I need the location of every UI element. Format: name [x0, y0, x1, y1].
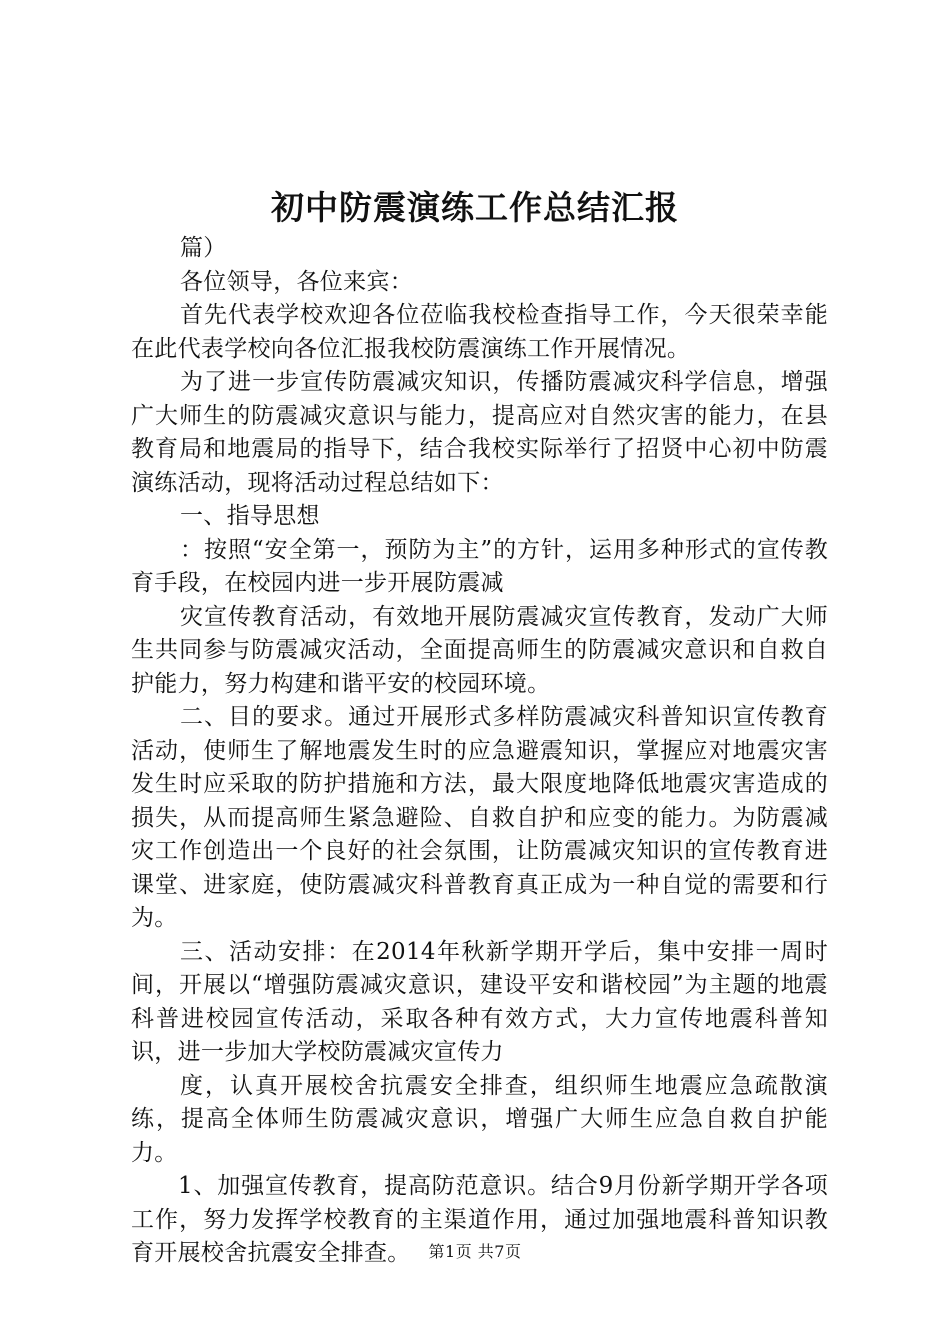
paragraph: ：按照“安全第一，预防为主”的方针，运用多种形式的宣传教育手段，在校园内进一步开展防震减 [131, 536, 828, 596]
paragraph: 度，认真开展校舍抗震安全排查，组织师生地震应急疏散演练，提高全体师生防震减灾意识，增强广大师生应急自救自护能力。 [131, 1072, 828, 1166]
document-title: 初中防震演练工作总结汇报 [271, 188, 679, 227]
paragraph: 篇） [180, 235, 227, 261]
document-body [131, 232, 828, 1271]
paragraph: 首先代表学校欢迎各位莅临我校检查指导工作，今天很荣幸能在此代表学校向各位汇报我校防震演练工作开展情况。 [131, 302, 828, 362]
page-footer: 第1页 共7页 [428, 1242, 522, 1261]
paragraph: 各位领导，各位来宾： [180, 268, 413, 295]
paragraph: 灾宣传教育活动，有效地开展防震减灾宣传教育，发动广大师生共同参与防震减灾活动，全面提高师生的防震减灾意识和自救自护能力，努力构建和谐平安的校园环境。 [131, 603, 828, 697]
paragraph: 1、加强宣传教育，提高防范意识。结合9月份新学期开学各项工作，努力发挥学校教育的主渠道作用，通过加强地震科普知识教育开展校舍抗震安全排查。 [131, 1173, 828, 1266]
paragraph: 二、目的要求。通过开展形式多样防震减灾科普知识宣传教育活动，使师生了解地震发生时的应急避震知识，掌握应对地震灾害发生时应采取的防护措施和方法，最大限度地降低地震灾害造成的损失，从而提高师生紧急避险、自救自护和应变的能力。为防震减灾工作创造出一个良好的社会氛围，让防震减灾知识的宣传教育进课堂、进家庭，使防震减灾科普教育真正成为一种自觉的需要和行为。 [131, 704, 828, 931]
paragraph: 为了进一步宣传防震减灾知识，传播防震减灾科学信息，增强广大师生的防震减灾意识与能力，提高应对自然灾害的能力，在县教育局和地震局的指导下，结合我校实际举行了招贤中心初中防震演练活动，现将活动过程总结如下： [131, 369, 828, 496]
paragraph: 三、活动安排：在2014年秋新学期开学后，集中安排一周时间，开展以“增强防震减灾意识，建设平安和谐校园”为主题的地震科普进校园宣传活动，采取各种有效方式，大力宣传地震科普知识，进一步加大学校防震减灾宣传力 [131, 938, 828, 1065]
section-heading: 一、指导思想 [180, 503, 320, 529]
